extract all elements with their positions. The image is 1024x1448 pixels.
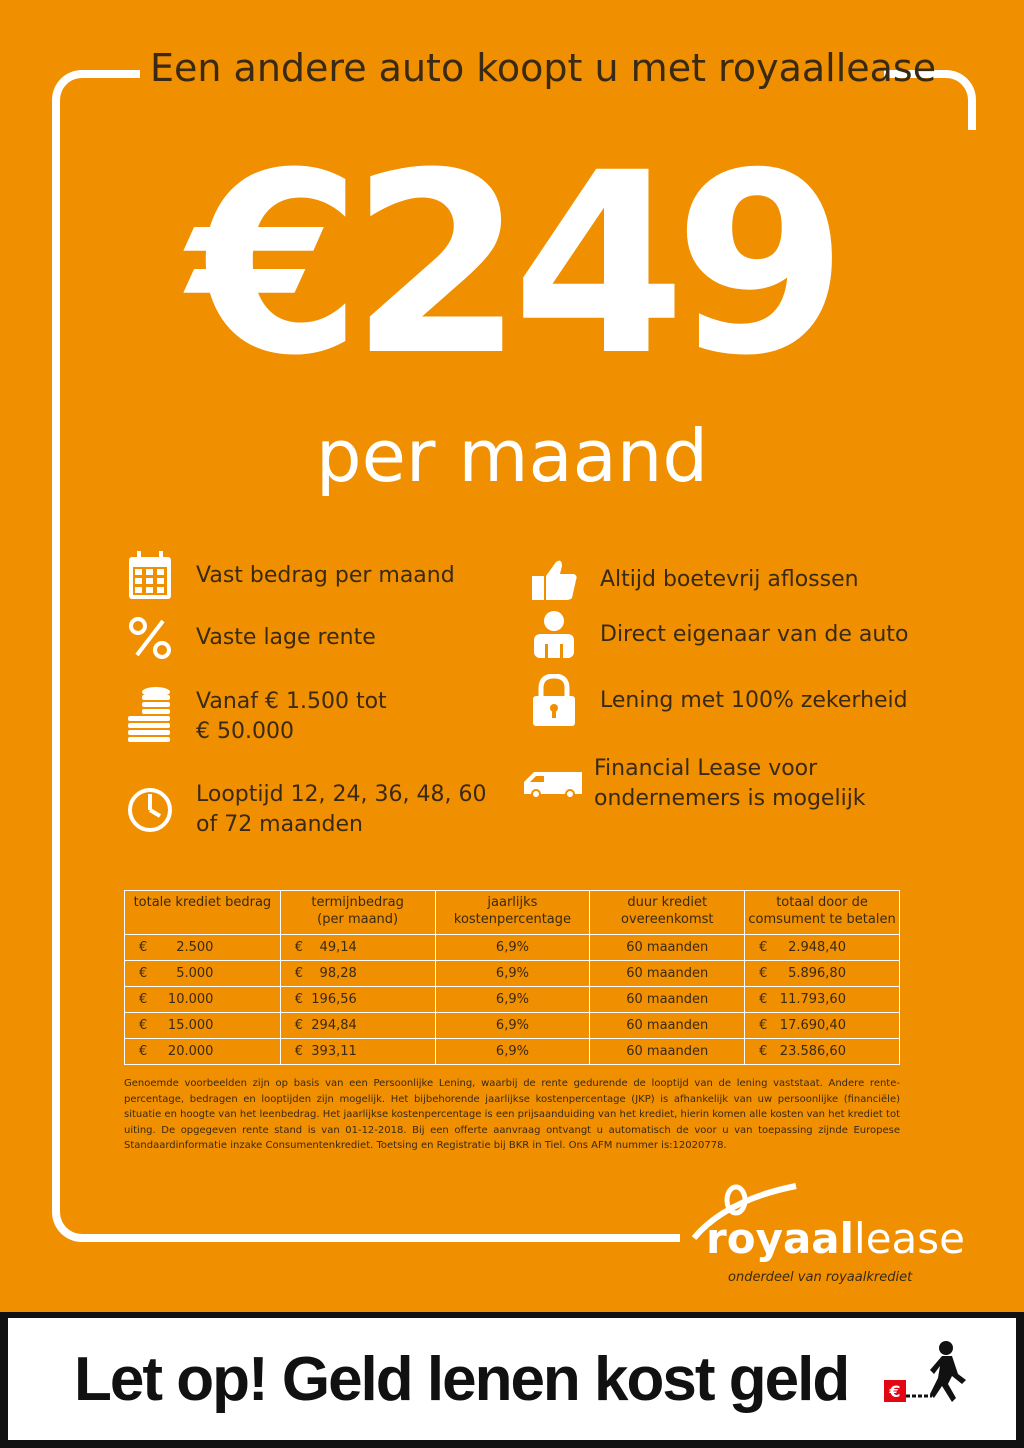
feature-fixed-amount bbox=[124, 550, 455, 602]
table-cell: € 393,11 bbox=[280, 1039, 435, 1065]
feature-label: Looptijd 12, 24, 36, 48, 60 of 72 maanden bbox=[196, 782, 487, 838]
table-cell: € 23.586,60 bbox=[745, 1039, 900, 1065]
logo-tagline: onderdeel van royaalkrediet bbox=[728, 1270, 913, 1285]
feature-financial-lease bbox=[522, 754, 866, 815]
table-cell: € 2.500 bbox=[125, 935, 281, 961]
loan-table bbox=[124, 890, 900, 1065]
feature-penalty-free bbox=[528, 554, 859, 606]
coins-icon bbox=[124, 686, 176, 748]
feature-label: Altijd boetevrij aflossen bbox=[600, 566, 859, 592]
table-cell: 60 maanden bbox=[590, 987, 745, 1013]
table-header-row bbox=[125, 891, 900, 935]
feature-term bbox=[124, 780, 486, 841]
table-cell: € 98,28 bbox=[280, 961, 435, 987]
table-cell: € 2.948,40 bbox=[745, 935, 900, 961]
lock-icon bbox=[528, 674, 580, 728]
van-icon bbox=[522, 758, 584, 810]
table-cell: 6,9% bbox=[435, 935, 590, 961]
logo-wordmark bbox=[706, 1214, 965, 1263]
warning-box bbox=[8, 1318, 1016, 1440]
table-row bbox=[125, 961, 900, 987]
feature-low-rate bbox=[124, 612, 376, 664]
table-cell: 6,9% bbox=[435, 1039, 590, 1065]
person-icon bbox=[528, 610, 580, 660]
headline: Een andere auto koopt u met royaallease bbox=[150, 46, 937, 90]
table-cell: € 5.896,80 bbox=[745, 961, 900, 987]
table-row bbox=[125, 987, 900, 1013]
table-cell: 6,9% bbox=[435, 987, 590, 1013]
feature-label: Vast bedrag per maand bbox=[196, 562, 455, 588]
table-header: totale krediet bedrag bbox=[125, 891, 281, 935]
feature-label: Vanaf € 1.500 tot € 50.000 bbox=[196, 688, 387, 744]
feature-label: Direct eigenaar van de auto bbox=[600, 621, 909, 647]
table-cell: € 196,56 bbox=[280, 987, 435, 1013]
table-cell: 60 maanden bbox=[590, 1013, 745, 1039]
percent-icon bbox=[124, 612, 176, 664]
table-row bbox=[125, 1013, 900, 1039]
table-cell: 6,9% bbox=[435, 961, 590, 987]
table-cell: € 5.000 bbox=[125, 961, 281, 987]
logo-bold: royaal bbox=[706, 1214, 855, 1263]
table-row bbox=[125, 935, 900, 961]
warning-text: Let op! Geld lenen kost geld bbox=[74, 1344, 849, 1414]
calendar-icon bbox=[124, 550, 176, 602]
price: €249 bbox=[188, 119, 836, 410]
feature-label: Vaste lage rente bbox=[196, 624, 376, 650]
feature-label: Financial Lease voor ondernemers is mogelijk bbox=[594, 756, 866, 812]
disclaimer: Genoemde voorbeelden zijn op basis van een Persoonlijke Lening, waarbij de rente gedurende de looptijd van de lening vaststaat. Andere rente-percentage, bedragen en looptijden zijn mogelijk. Het bijbehorende jaarlijkse kostenpercentage (JKP) is afhankelijk van uw persoonlijke (financiële) situatie en hoogte van het leenbedrag. Het jaarlijkse kostenpercentage is een prijsaanduiding van het krediet, hierin komen alle kosten van het krediet tot uiting. De opgegeven rente stand is van 01-12-2018. Bij een offerte aanvraag ontvangt u automatisch de voor u van toepassing zijnde Europese Standaardinformatie inzake Consumentenkrediet. Toetsing en Registratie bij BKR in Tiel. Ons AFM nummer is:12020778. bbox=[124, 1078, 900, 1151]
table-cell: 6,9% bbox=[435, 1013, 590, 1039]
frame-bottom bbox=[120, 1234, 680, 1242]
table-cell: € 17.690,40 bbox=[745, 1013, 900, 1039]
table-cell: 60 maanden bbox=[590, 935, 745, 961]
table-cell: € 11.793,60 bbox=[745, 987, 900, 1013]
royaallease-logo bbox=[686, 1180, 976, 1290]
thumbs-up-icon bbox=[528, 554, 580, 606]
price-period: per maand bbox=[315, 414, 709, 498]
table-header: termijnbedrag (per maand) bbox=[280, 891, 435, 935]
walking-man-with-euro-chain-icon bbox=[882, 1338, 972, 1422]
feature-certainty bbox=[528, 674, 908, 728]
table-cell: 60 maanden bbox=[590, 1039, 745, 1065]
table-cell: € 294,84 bbox=[280, 1013, 435, 1039]
svg-text:€: € bbox=[889, 1382, 901, 1401]
table-header: jaarlijks kostenpercentage bbox=[435, 891, 590, 935]
feature-amount-range bbox=[124, 686, 387, 748]
table-cell: 60 maanden bbox=[590, 961, 745, 987]
table-header: duur krediet overeenkomst bbox=[590, 891, 745, 935]
feature-label: Lening met 100% zekerheid bbox=[600, 687, 908, 713]
clock-icon bbox=[124, 784, 176, 836]
table-cell: € 20.000 bbox=[125, 1039, 281, 1065]
table-cell: € 10.000 bbox=[125, 987, 281, 1013]
logo-light: lease bbox=[854, 1214, 965, 1263]
table-header: totaal door de comsument te betalen bbox=[745, 891, 900, 935]
table-cell: € 49,14 bbox=[280, 935, 435, 961]
table-cell: € 15.000 bbox=[125, 1013, 281, 1039]
table-row bbox=[125, 1039, 900, 1065]
feature-owner bbox=[528, 610, 908, 660]
